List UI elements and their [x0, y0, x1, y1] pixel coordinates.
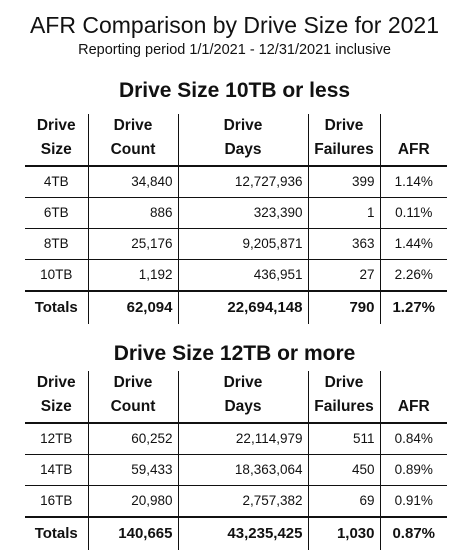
table-row — [25, 166, 447, 198]
totals-label: Totals — [25, 291, 88, 324]
cell-afr: 1.14% — [380, 166, 447, 198]
totals-afr: 0.87% — [380, 517, 447, 550]
cell-afr: 0.11% — [380, 198, 447, 229]
cell-days: 12,727,936 — [178, 166, 308, 198]
totals-label: Totals — [25, 517, 88, 550]
section-title-10tb-or-less: Drive Size 10TB or less — [118, 79, 351, 102]
table-row — [25, 198, 447, 229]
table-row — [25, 486, 447, 518]
cell-failures: 27 — [308, 260, 380, 292]
table-row — [25, 229, 447, 260]
cell-count: 59,433 — [88, 455, 178, 486]
table-row — [25, 455, 447, 486]
header-drive-size: Drive Size — [25, 114, 88, 166]
header-afr: AFR — [380, 114, 447, 166]
cell-size: 8TB — [25, 229, 88, 260]
header-drive-count: Drive Count — [88, 371, 178, 423]
cell-size: 12TB — [25, 423, 88, 455]
page-title: AFR Comparison by Drive Size for 2021 — [29, 12, 440, 38]
totals-afr: 1.27% — [380, 291, 447, 324]
cell-afr: 1.44% — [380, 229, 447, 260]
totals-count: 140,665 — [88, 517, 178, 550]
cell-count: 34,840 — [88, 166, 178, 198]
cell-size: 14TB — [25, 455, 88, 486]
table-row — [25, 423, 447, 455]
cell-failures: 450 — [308, 455, 380, 486]
totals-days: 43,235,425 — [178, 517, 308, 550]
cell-failures: 69 — [308, 486, 380, 518]
cell-size: 4TB — [25, 166, 88, 198]
cell-count: 20,980 — [88, 486, 178, 518]
cell-days: 436,951 — [178, 260, 308, 292]
table-header-row — [25, 371, 447, 423]
cell-count: 25,176 — [88, 229, 178, 260]
cell-days: 323,390 — [178, 198, 308, 229]
cell-days: 9,205,871 — [178, 229, 308, 260]
cell-afr: 0.91% — [380, 486, 447, 518]
totals-row — [25, 517, 447, 550]
cell-count: 60,252 — [88, 423, 178, 455]
afr-table-10tb-or-less — [25, 114, 447, 324]
cell-afr: 0.89% — [380, 455, 447, 486]
cell-count: 1,192 — [88, 260, 178, 292]
totals-row — [25, 291, 447, 324]
cell-failures: 1 — [308, 198, 380, 229]
header-drive-days: Drive Days — [178, 114, 308, 166]
totals-failures: 790 — [308, 291, 380, 324]
page-subtitle: Reporting period 1/1/2021 - 12/31/2021 inclusive — [78, 42, 391, 58]
cell-afr: 2.26% — [380, 260, 447, 292]
cell-count: 886 — [88, 198, 178, 229]
cell-failures: 363 — [308, 229, 380, 260]
table-header-row — [25, 114, 447, 166]
totals-count: 62,094 — [88, 291, 178, 324]
table-row — [25, 260, 447, 292]
header-drive-count: Drive Count — [88, 114, 178, 166]
header-afr: AFR — [380, 371, 447, 423]
cell-size: 6TB — [25, 198, 88, 229]
cell-size: 16TB — [25, 486, 88, 518]
cell-size: 10TB — [25, 260, 88, 292]
header-drive-days: Drive Days — [178, 371, 308, 423]
cell-failures: 511 — [308, 423, 380, 455]
cell-days: 18,363,064 — [178, 455, 308, 486]
totals-failures: 1,030 — [308, 517, 380, 550]
afr-table-12tb-or-more — [25, 371, 447, 550]
cell-afr: 0.84% — [380, 423, 447, 455]
section-title-12tb-or-more: Drive Size 12TB or more — [113, 342, 356, 365]
header-drive-failures: Drive Failures — [308, 114, 380, 166]
header-drive-failures: Drive Failures — [308, 371, 380, 423]
totals-days: 22,694,148 — [178, 291, 308, 324]
header-drive-size: Drive Size — [25, 371, 88, 423]
cell-failures: 399 — [308, 166, 380, 198]
cell-days: 2,757,382 — [178, 486, 308, 518]
cell-days: 22,114,979 — [178, 423, 308, 455]
